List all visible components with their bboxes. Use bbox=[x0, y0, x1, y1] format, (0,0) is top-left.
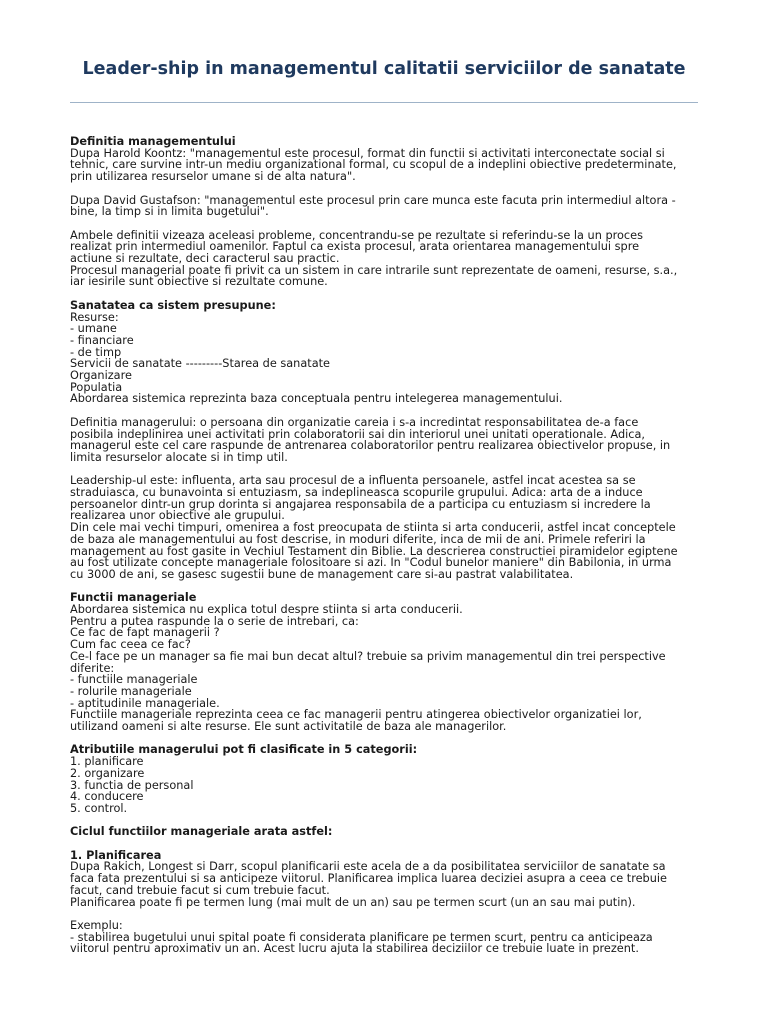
text-line: straduiasca, cu bunavointa si entuziasm, sa indeplineasca scopurile grupului. Adica: arta de a induce bbox=[70, 486, 643, 500]
text-line: faca fata prezentului si sa anticipeze viitorul. Planificarea implica luarea deciziei asupra a ceea ce trebuie bbox=[70, 872, 667, 886]
text-line: iar iesirile sunt obiective si rezultate comune. bbox=[70, 275, 328, 289]
section-heading: 1. Planificarea bbox=[70, 848, 162, 862]
text-line: 3. functia de personal bbox=[70, 778, 194, 792]
text-line: Ce-l face pe un manager sa fie mai bun decat altul? trebuie sa privim managementul din trei perspective bbox=[70, 649, 666, 663]
text-line: facut, cand trebuie facut si cum trebuie facut. bbox=[70, 883, 330, 897]
section-heading: Ciclul functiilor manageriale arata astfel: bbox=[70, 825, 333, 839]
text-line: au fost utilizate concepte manageriale folositoare si azi. In "Codul bunelor maniere" din Babilonia, in urma bbox=[70, 556, 672, 570]
section-heading: Atributiile managerului pot fi clasificate in 5 categorii: bbox=[70, 743, 418, 757]
text-line: Cum fac ceea ce fac? bbox=[70, 638, 191, 652]
section-heading: Functii manageriale bbox=[70, 591, 197, 605]
text-line: Pentru a putea raspunde la o serie de intrebari, ca: bbox=[70, 614, 359, 628]
document-title: Leader-ship in managementul calitatii serviciilor de sanatate bbox=[82, 59, 686, 79]
document-body bbox=[70, 136, 702, 955]
text-line: persoanelor dintr-un grup dorinta si angajarea responsabila de a participa cu entuziasm si incredere la bbox=[70, 497, 651, 511]
text-line: - aptitudinile manageriale. bbox=[70, 696, 220, 710]
text-line: Definitia managerului: o persoana din organizatie careia i s-a incredintat responsabilitatea de-a face bbox=[70, 415, 639, 429]
section-heading: Sanatatea ca sistem presupune: bbox=[70, 298, 276, 312]
text-line: posibila indeplinirea unei activitati prin colaboratorii sai din interiorul unei unitati operationale. Adica, bbox=[70, 427, 645, 441]
text-line: managerul este cel care raspunde de antrenarea colaboratorilor pentru realizarea obiectivelor propuse, in bbox=[70, 439, 671, 453]
text-line: Ambele definitii vizeaza aceleasi probleme, concentrandu-se pe rezultate si referindu-se la un proces bbox=[70, 228, 643, 242]
title-divider bbox=[70, 102, 698, 103]
text-line: Organizare bbox=[70, 369, 132, 383]
text-line: viitorul pentru aproximativ un an. Acest lucru ajuta la stabilirea deciziilor ce trebuie luate in prezent. bbox=[70, 942, 639, 956]
text-line: Populatia bbox=[70, 380, 123, 394]
text-line: Functiile manageriale reprezinta ceea ce fac managerii pentru atingerea obiectivelor organizatiei lor, bbox=[70, 708, 642, 722]
text-line: diferite: bbox=[70, 661, 115, 675]
text-line: actiune si rezultate, deci caracterul sau practic. bbox=[70, 252, 340, 265]
text-line: realizarea unor obiective ale grupului. bbox=[70, 509, 285, 523]
paragraph-gap bbox=[70, 838, 702, 850]
text-line: 4. conducere bbox=[70, 790, 144, 804]
text-line: - stabilirea bugetului unui spital poate fi considerata planificare pe termen scurt, pentru ca anticipeaza bbox=[70, 930, 653, 944]
text-line: tehnic, care survine intr-un mediu organizational formal, cu scopul de a indeplini obiective predeterminate, bbox=[70, 158, 677, 172]
text-line: Abordarea sistemica nu explica totul despre stiinta si arta conducerii. bbox=[70, 603, 463, 617]
section-heading: Definitia managementului bbox=[70, 135, 236, 148]
text-line: Planificarea poate fi pe termen lung (mai mult de un an) sau pe termen scurt (un an sau mai putin). bbox=[70, 895, 636, 909]
paragraph-gap bbox=[70, 218, 702, 230]
text-line: limita resurselor alocate si in timp util. bbox=[70, 450, 288, 464]
text-line: cu 3000 de ani, se gasesc sugestii bune de management care si-au pastrat valabilitatea. bbox=[70, 567, 574, 581]
text-line: - rolurile manageriale bbox=[70, 684, 192, 698]
text-line: bine, la timp si in limita bugetului". bbox=[70, 205, 269, 219]
text-line: - financiare bbox=[70, 333, 134, 347]
text-line: Servicii de sanatate ---------Starea de sanatate bbox=[70, 357, 330, 371]
text-line: 5. control. bbox=[70, 801, 128, 815]
text-line: Abordarea sistemica reprezinta baza conceptuala pentru intelegerea managementului. bbox=[70, 392, 563, 406]
text-line: - de timp bbox=[70, 345, 122, 359]
text-line: Dupa Rakich, Longest si Darr, scopul planificarii este acela de a da posibilitatea serviciilor de sanatate sa bbox=[70, 860, 666, 874]
text-line: Resurse: bbox=[70, 310, 119, 324]
text-line: Din cele mai vechi timpuri, omenirea a fost preocupata de stiinta si arta conducerii, astfel incat conceptele bbox=[70, 521, 676, 535]
text-line: - functiile manageriale bbox=[70, 673, 198, 687]
text-line: - umane bbox=[70, 322, 117, 336]
text-line: management au fost gasite in Vechiul Testament din Biblie. La descrierea constructiei piramidelor egiptene bbox=[70, 544, 678, 558]
paragraph-gap bbox=[70, 908, 702, 920]
text-line: 2. organizare bbox=[70, 766, 145, 780]
text-line: Dupa Harold Koontz: "managementul este procesul, format din functii si activitati interconectate social si bbox=[70, 146, 665, 160]
text-line: Dupa David Gustafson: "managementul este procesul prin care munca este facuta prin intermediul altora - bbox=[70, 193, 676, 207]
text-line: 1. planificare bbox=[70, 755, 144, 769]
text-line: de baza ale managementului au fost descrise, in moduri diferite, inca de mii de ani. Primele referiri la bbox=[70, 532, 646, 546]
text-line: realizat prin intermediul oamenilor. Faptul ca exista procesul, arata orientarea managementului spre bbox=[70, 240, 640, 254]
text-line: Leadership-ul este: influenta, arta sau procesul de a influenta persoanele, astfel incat acestea sa se bbox=[70, 474, 636, 488]
text-line: prin utilizarea resurselor umane si de alta natura". bbox=[70, 170, 356, 184]
text-line: Procesul managerial poate fi privit ca un sistem in care intrarile sunt reprezentate de oameni, resurse, s.a., bbox=[70, 263, 678, 277]
paragraph-gap bbox=[70, 183, 702, 195]
text-line: utilizand oameni si alte resurse. Ele sunt activitatile de baza ale managerilor. bbox=[70, 720, 507, 734]
text-line: Ce fac de fapt managerii ? bbox=[70, 626, 220, 640]
text-line: Exemplu: bbox=[70, 918, 123, 932]
